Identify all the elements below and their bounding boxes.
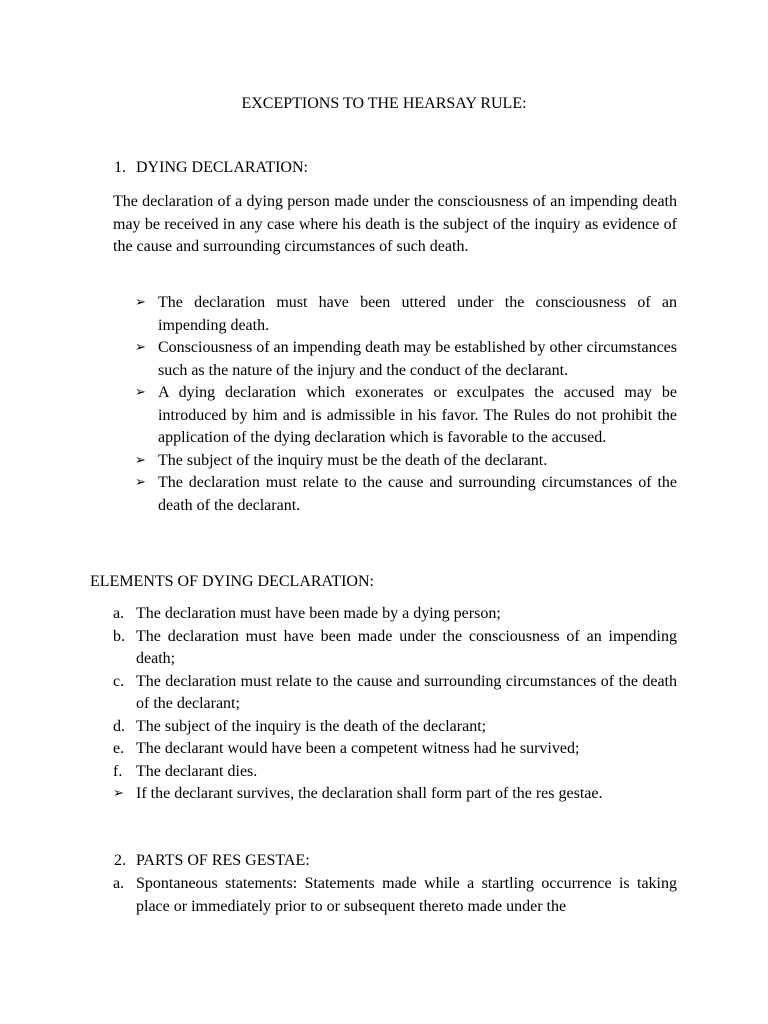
- arrow-bullet-icon: ➢: [135, 475, 146, 490]
- res-gestae-list: [113, 873, 677, 918]
- elements-heading: ELEMENTS OF DYING DECLARATION:: [90, 573, 374, 590]
- section-1-heading: [114, 157, 308, 180]
- elements-list: [113, 603, 677, 806]
- arrow-bullet-icon: ➢: [135, 452, 146, 468]
- list-item: f. The declarant dies.: [113, 762, 258, 780]
- section-1-number: 1.: [114, 159, 126, 176]
- list-item: ➢ The subject of the inquiry must be the death of the declarant.: [158, 450, 677, 473]
- list-item: c. The declaration must relate to the cause and surrounding circumstances of the death of the declarant;: [113, 672, 677, 712]
- list-item: ➢ The declaration must relate to the cause and surrounding circumstances of the death of the declarant.: [135, 474, 677, 514]
- list-item: e. The declarant would have been a competent witness had he survived;: [113, 740, 580, 757]
- section-2-heading: [114, 850, 310, 873]
- arrow-bullet-icon: ➢: [135, 295, 146, 310]
- list-item: ➢ A dying declaration which exonerates or exculpates the accused may be introduced by him and is admissible in his favor. The Rules do not prohibit the application of the dying declaration which is favorable to the accused.: [135, 384, 677, 446]
- list-item: a. The declaration must have been made by a dying person;: [113, 605, 501, 622]
- list-item: a. Spontaneous statements: Statements made while a startling occurrence is taking place or immediately prior to or subsequent thereto made under the: [113, 875, 677, 915]
- list-item: ➢ If the declarant survives, the declaration shall form part of the res gestae.: [136, 783, 677, 806]
- arrow-bullet-icon: ➢: [135, 385, 146, 400]
- section-2-title: PARTS OF RES GESTAE:: [136, 852, 310, 869]
- list-item: ➢ Consciousness of an impending death may be established by other circumstances such as the nature of the injury and the conduct of the declarant.: [135, 339, 677, 379]
- dying-declaration-bullets: [135, 292, 677, 517]
- list-item: ➢ The declaration must have been uttered under the consciousness of an impending death.: [135, 294, 677, 334]
- arrow-bullet-icon: ➢: [113, 786, 124, 801]
- section-2-number: 2.: [114, 852, 126, 869]
- section-1-title: DYING DECLARATION:: [136, 159, 308, 176]
- document-title: EXCEPTIONS TO THE HEARSAY RULE:: [241, 95, 527, 112]
- dying-declaration-definition: The declaration of a dying person made under the consciousness of an impending death may be received in any case where his death is the subject of the inquiry as evidence of the cause and surrounding circumstances of such death.: [113, 193, 677, 255]
- arrow-bullet-icon: ➢: [135, 340, 146, 355]
- list-item: b. The declaration must have been made under the consciousness of an impending death;: [113, 627, 677, 667]
- list-item: d. The subject of the inquiry is the death of the declarant;: [113, 717, 487, 735]
